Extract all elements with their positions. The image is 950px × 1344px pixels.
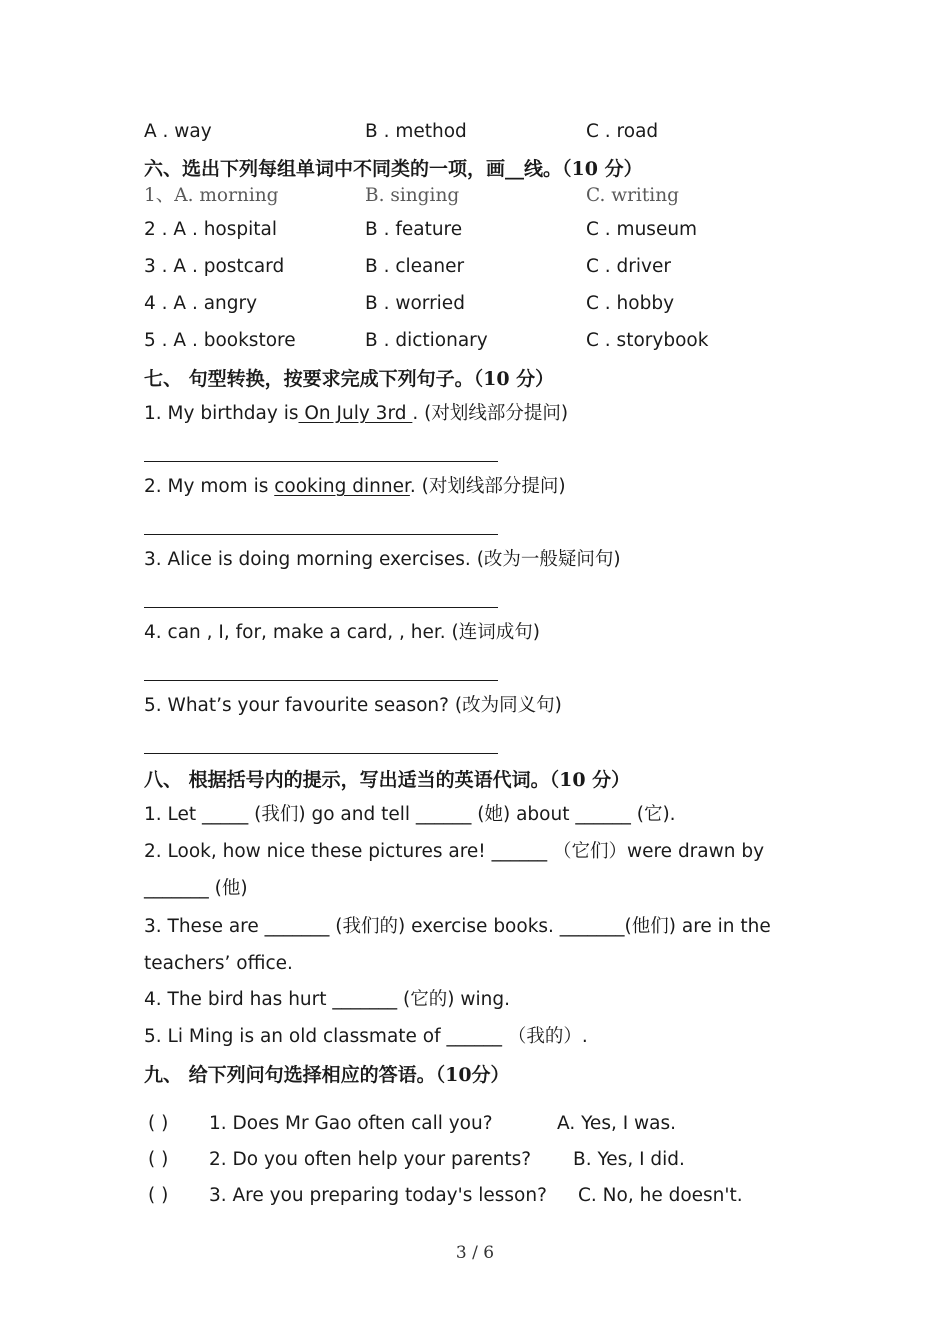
section-9-heading: 九、 给下列问句选择相应的答语。（10分） — [144, 1064, 510, 1086]
answer-line-7-2[interactable] — [144, 534, 498, 535]
question-8-2-cont: _______ (他) — [144, 878, 248, 899]
question-8-5: 5. Li Ming is an old classmate of ______ （我的）. — [144, 1026, 588, 1047]
answer-line-7-1[interactable] — [144, 461, 498, 462]
option-a: 1、A. morning — [144, 185, 279, 206]
section-6-row-2 — [0, 218, 950, 242]
option-a: 2 . A . hospital — [144, 219, 278, 240]
answer-choice: C. No, he doesn't. — [578, 1185, 743, 1206]
question-8-4: 4. The bird has hurt _______ (它的) wing. — [144, 989, 510, 1010]
section-6-row-4 — [0, 292, 950, 316]
option-c: C . road — [586, 121, 659, 142]
option-a: 4 . A . angry — [144, 293, 258, 314]
section-6-row-1 — [0, 184, 950, 208]
option-b: B. singing — [365, 185, 460, 206]
answer-choice: A. Yes, I was. — [557, 1113, 677, 1134]
matching-row-3 — [0, 1184, 950, 1208]
matching-row-1 — [0, 1112, 950, 1136]
question-text: 2. Do you often help your parents? — [209, 1149, 532, 1170]
answer-paren[interactable]: ( ) — [148, 1185, 169, 1206]
question-7-3: 3. Alice is doing morning exercises. (改为一般疑问句) — [144, 549, 621, 570]
heading-blank: __ — [505, 158, 525, 180]
section-7-heading: 七、 句型转换，按要求完成下列句子。（10 分） — [144, 368, 555, 390]
question-7-5: 5. What’s your favourite season? (改为同义句) — [144, 695, 562, 716]
section-6-row-5 — [0, 329, 950, 353]
option-b: B . feature — [365, 219, 463, 240]
option-c: C . museum — [586, 219, 698, 240]
question-text: 1. Does Mr Gao often call you? — [209, 1113, 493, 1134]
option-c: C. writing — [586, 185, 679, 206]
option-c: C . hobby — [586, 293, 675, 314]
option-b: B . method — [365, 121, 467, 142]
option-c: C . storybook — [586, 330, 709, 351]
underlined-phrase: On July 3rd — [298, 403, 413, 424]
answer-paren[interactable]: ( ) — [148, 1113, 169, 1134]
question-8-1: 1. Let _____ (我们) go and tell ______ (她) about ______ (它). — [144, 804, 676, 825]
answer-line-7-4[interactable] — [144, 680, 498, 681]
option-c: C . driver — [586, 256, 671, 277]
option-b: B . cleaner — [365, 256, 465, 277]
option-a: 5 . A . bookstore — [144, 330, 296, 351]
section-6-heading: 六、选出下列每组单词中不同类的一项，画__线。（10 分） — [144, 158, 643, 180]
option-b: B . dictionary — [365, 330, 488, 351]
answer-line-7-3[interactable] — [144, 607, 498, 608]
option-a: A . way — [144, 121, 212, 142]
section-6-row-3 — [0, 255, 950, 279]
question-8-3-cont: teachers’ office. — [144, 953, 293, 974]
question-7-2: 2. My mom is cooking dinner. (对划线部分提问) — [144, 476, 566, 497]
answer-paren[interactable]: ( ) — [148, 1149, 169, 1170]
option-row-top — [0, 120, 950, 144]
section-8-heading: 八、 根据括号内的提示，写出适当的英语代词。（10 分） — [144, 769, 631, 791]
question-8-3: 3. These are _______ (我们的) exercise books. _______(他们) are in the — [144, 916, 771, 937]
question-7-1: 1. My birthday is On July 3rd . (对划线部分提问) — [144, 403, 569, 424]
question-7-4: 4. can , I, for, make a card, , her. (连词成句) — [144, 622, 540, 643]
matching-row-2 — [0, 1148, 950, 1172]
answer-line-7-5[interactable] — [144, 753, 498, 754]
question-text: 3. Are you preparing today's lesson? — [209, 1185, 547, 1206]
option-b: B . worried — [365, 293, 465, 314]
underlined-phrase: cooking dinner — [274, 476, 410, 497]
question-8-2: 2. Look, how nice these pictures are! ______ （它们）were drawn by — [144, 841, 765, 862]
answer-choice: B. Yes, I did. — [573, 1149, 685, 1170]
option-a: 3 . A . postcard — [144, 256, 285, 277]
page-number: 3 / 6 — [455, 1243, 495, 1263]
